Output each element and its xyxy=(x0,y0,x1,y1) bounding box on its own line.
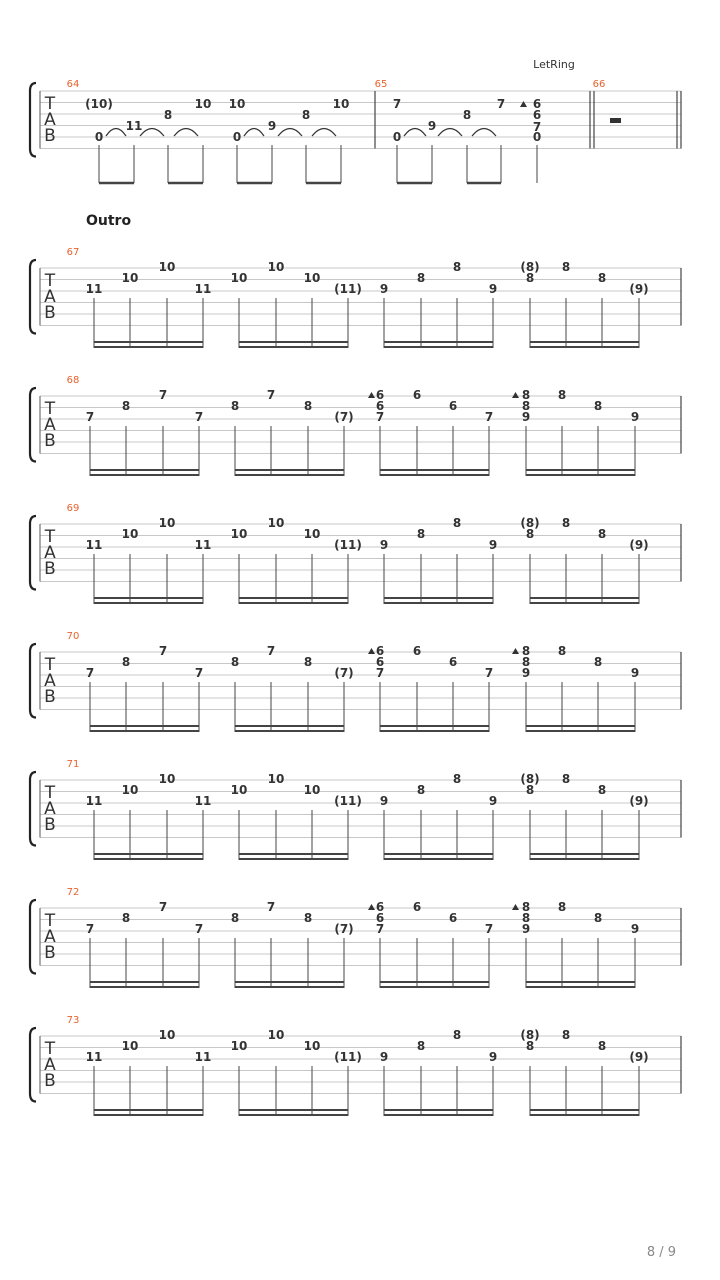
tab-note: 8 xyxy=(416,271,426,285)
tab-note: 10 xyxy=(121,783,139,797)
tab-note: 8 xyxy=(303,655,313,669)
tab-note: 7 xyxy=(85,666,95,680)
tab-clef-letter: B xyxy=(44,943,56,963)
tab-clef-letter: B xyxy=(44,303,56,323)
tab-note: 10 xyxy=(228,97,246,111)
whole-rest xyxy=(610,118,621,123)
tab-note: 10 xyxy=(332,97,350,111)
tab-note: 8 xyxy=(521,644,531,658)
tab-note: 10 xyxy=(158,772,176,786)
slur xyxy=(404,129,426,137)
tab-note: 8 xyxy=(557,644,567,658)
tab-note: (8) xyxy=(520,772,540,786)
section-label: Outro xyxy=(86,213,132,229)
tab-note: 10 xyxy=(267,260,285,274)
tab-note: (10) xyxy=(85,97,113,111)
tab-note: 9 xyxy=(521,410,531,424)
tab-note: 8 xyxy=(593,911,603,925)
tab-clef-letter: A xyxy=(44,671,56,691)
tab-note: (11) xyxy=(334,538,362,552)
system-brace xyxy=(30,772,36,846)
page-indicator: 8 / 9 xyxy=(646,1245,676,1260)
tab-note: 10 xyxy=(121,527,139,541)
slur xyxy=(106,129,126,137)
tab-clef-letter: B xyxy=(44,559,56,579)
tab-note: 9 xyxy=(521,922,531,936)
tab-note: 10 xyxy=(303,527,321,541)
tab-note: 7 xyxy=(158,644,168,658)
system-brace xyxy=(30,260,36,334)
tab-note: (11) xyxy=(334,282,362,296)
tab-note: 9 xyxy=(488,794,498,808)
tab-note: 8 xyxy=(416,527,426,541)
tab-note: (8) xyxy=(520,516,540,530)
tab-note: 9 xyxy=(488,1050,498,1064)
accent-triangle xyxy=(368,392,375,398)
tab-clef-letter: B xyxy=(44,431,56,451)
tab-clef-letter: B xyxy=(44,815,56,835)
tab-note: 8 xyxy=(561,1028,571,1042)
slur xyxy=(140,129,164,137)
tab-note: 7 xyxy=(484,922,494,936)
measure-number: 66 xyxy=(592,79,606,90)
tab-note: 8 xyxy=(452,1028,462,1042)
tab-note: 7 xyxy=(484,410,494,424)
tab-note: 8 xyxy=(593,655,603,669)
tab-note: 10 xyxy=(303,271,321,285)
tab-note: 7 xyxy=(194,922,204,936)
tab-note: 8 xyxy=(597,271,607,285)
tab-note: 10 xyxy=(230,271,248,285)
tab-note: 8 xyxy=(593,399,603,413)
tab-note: 8 xyxy=(521,655,531,669)
tab-clef-letter: A xyxy=(44,1055,56,1075)
tab-note: 8 xyxy=(525,783,535,797)
tab-note: 8 xyxy=(452,260,462,274)
tab-note: 8 xyxy=(561,516,571,530)
tab-clef-letter: A xyxy=(44,415,56,435)
tab-note: 8 xyxy=(525,1039,535,1053)
tab-note: (11) xyxy=(334,1050,362,1064)
tab-note: 8 xyxy=(525,527,535,541)
measure-number: 70 xyxy=(66,631,80,642)
tab-note: 8 xyxy=(230,911,240,925)
tab-note: 7 xyxy=(484,666,494,680)
tab-note: 8 xyxy=(462,108,472,122)
tab-note: 9 xyxy=(379,538,389,552)
tab-note: 8 xyxy=(301,108,311,122)
tab-note: 11 xyxy=(85,794,103,808)
tab-note: 11 xyxy=(85,538,103,552)
system-brace xyxy=(30,644,36,718)
slur xyxy=(438,129,462,137)
tab-note: 10 xyxy=(267,1028,285,1042)
tab-note: 8 xyxy=(452,516,462,530)
tab-note: 6 xyxy=(375,388,385,402)
tab-note: 7 xyxy=(266,388,276,402)
tab-note: 9 xyxy=(379,1050,389,1064)
tab-note: (7) xyxy=(334,666,354,680)
tab-note: (7) xyxy=(334,922,354,936)
tab-note: 7 xyxy=(194,666,204,680)
tab-clef-letter: T xyxy=(44,911,56,931)
tab-note: 8 xyxy=(521,911,531,925)
tab-clef-letter: T xyxy=(44,94,56,114)
measure-number: 68 xyxy=(66,375,80,386)
tab-note: 8 xyxy=(525,271,535,285)
tab-note: 6 xyxy=(375,655,385,669)
tab-note: 8 xyxy=(416,783,426,797)
tab-note: 8 xyxy=(597,527,607,541)
tab-clef-letter: B xyxy=(44,687,56,707)
tab-note: 10 xyxy=(158,516,176,530)
tab-note: 10 xyxy=(158,260,176,274)
tab-note: 7 xyxy=(392,97,402,111)
tab-note: 10 xyxy=(121,1039,139,1053)
tab-note: 9 xyxy=(488,538,498,552)
tab-clef-letter: A xyxy=(44,799,56,819)
tab-note: 10 xyxy=(303,783,321,797)
tab-note: 7 xyxy=(266,644,276,658)
tab-note: 0 xyxy=(94,130,104,144)
tab-note: 7 xyxy=(85,922,95,936)
tab-note: (9) xyxy=(629,794,649,808)
slur xyxy=(278,129,302,137)
tab-note: 11 xyxy=(194,1050,212,1064)
tab-note: (11) xyxy=(334,794,362,808)
tab-note: 7 xyxy=(375,922,385,936)
tab-note: (9) xyxy=(629,538,649,552)
tab-note: 10 xyxy=(194,97,212,111)
tab-note: 9 xyxy=(630,410,640,424)
tab-note: 10 xyxy=(230,1039,248,1053)
measure-number: 64 xyxy=(66,79,80,90)
tab-note: (9) xyxy=(629,282,649,296)
tab-clef-letter: B xyxy=(44,1071,56,1091)
tab-note: 6 xyxy=(448,399,458,413)
tab-note: 9 xyxy=(630,666,640,680)
tab-note: 11 xyxy=(85,282,103,296)
tab-note: 7 xyxy=(158,900,168,914)
tab-note: 9 xyxy=(427,119,437,133)
tab-note: 6 xyxy=(448,911,458,925)
tab-note: (8) xyxy=(520,1028,540,1042)
tab-note: 11 xyxy=(125,119,143,133)
measure-number: 72 xyxy=(66,887,80,898)
tab-note: 10 xyxy=(158,1028,176,1042)
tab-note: 6 xyxy=(375,644,385,658)
tab-note: 8 xyxy=(416,1039,426,1053)
accent-triangle xyxy=(520,101,527,107)
tab-note: 10 xyxy=(267,516,285,530)
tab-note: 11 xyxy=(194,282,212,296)
measure-number: 65 xyxy=(374,79,388,90)
tab-note: 6 xyxy=(448,655,458,669)
tab-note: (7) xyxy=(334,410,354,424)
tab-note: 7 xyxy=(158,388,168,402)
tab-note: 11 xyxy=(194,538,212,552)
tab-note: 8 xyxy=(597,783,607,797)
tab-clef-letter: T xyxy=(44,271,56,291)
measure-number: 71 xyxy=(66,759,80,770)
slur xyxy=(312,129,336,137)
tab-note: 8 xyxy=(452,772,462,786)
tab-note: 8 xyxy=(561,260,571,274)
tab-note: 11 xyxy=(85,1050,103,1064)
tab-note: 10 xyxy=(230,783,248,797)
tab-note: 8 xyxy=(303,399,313,413)
tab-note: 10 xyxy=(303,1039,321,1053)
tab-note: 10 xyxy=(121,271,139,285)
tab-note: 6 xyxy=(375,911,385,925)
tab-note: 7 xyxy=(266,900,276,914)
tab-note: 9 xyxy=(630,922,640,936)
tab-note: 8 xyxy=(521,900,531,914)
tab-note: 7 xyxy=(85,410,95,424)
tab-clef-letter: T xyxy=(44,527,56,547)
tab-note: 8 xyxy=(121,655,131,669)
tab-note: 8 xyxy=(557,900,567,914)
tab-note: 0 xyxy=(532,130,542,144)
tab-note: 7 xyxy=(375,666,385,680)
tab-note: 8 xyxy=(557,388,567,402)
tab-note: 10 xyxy=(230,527,248,541)
tab-note: 8 xyxy=(121,911,131,925)
slur xyxy=(174,129,198,137)
tab-note: 8 xyxy=(597,1039,607,1053)
tab-clef-letter: A xyxy=(44,110,56,130)
tab-clef-letter: T xyxy=(44,783,56,803)
tab-note: 8 xyxy=(303,911,313,925)
accent-triangle xyxy=(368,648,375,654)
tab-note: 8 xyxy=(163,108,173,122)
tab-note: 6 xyxy=(532,97,542,111)
tab-note: 7 xyxy=(375,410,385,424)
tab-note: 7 xyxy=(194,410,204,424)
tab-note: 0 xyxy=(392,130,402,144)
tab-note: 6 xyxy=(412,388,422,402)
tab-clef-letter: A xyxy=(44,927,56,947)
system-brace xyxy=(30,516,36,590)
system-brace xyxy=(30,388,36,462)
tab-note: 6 xyxy=(532,108,542,122)
tab-note: (8) xyxy=(520,260,540,274)
measure-number: 69 xyxy=(66,503,80,514)
system-brace xyxy=(30,83,36,157)
system-brace xyxy=(30,1028,36,1102)
let-ring-annotation: LetRing xyxy=(533,58,575,71)
accent-triangle xyxy=(512,392,519,398)
slur xyxy=(472,129,496,137)
tab-note: 9 xyxy=(267,119,277,133)
tab-note: 8 xyxy=(521,388,531,402)
tab-note: 8 xyxy=(121,399,131,413)
accent-triangle xyxy=(512,904,519,910)
tab-note: 9 xyxy=(379,282,389,296)
measure-number: 73 xyxy=(66,1015,80,1026)
tab-clef-letter: B xyxy=(44,126,56,146)
accent-triangle xyxy=(368,904,375,910)
tab-note: 9 xyxy=(488,282,498,296)
tab-clef-letter: T xyxy=(44,1039,56,1059)
tab-note: 10 xyxy=(267,772,285,786)
tab-note: 8 xyxy=(230,655,240,669)
tab-note: 7 xyxy=(532,120,542,134)
tab-note: 8 xyxy=(521,399,531,413)
tab-note: (9) xyxy=(629,1050,649,1064)
tab-note: 6 xyxy=(375,900,385,914)
tab-note: 9 xyxy=(521,666,531,680)
tab-clef-letter: T xyxy=(44,399,56,419)
tab-note: 6 xyxy=(412,900,422,914)
tab-clef-letter: A xyxy=(44,287,56,307)
tab-note: 8 xyxy=(230,399,240,413)
tab-note: 6 xyxy=(412,644,422,658)
tab-note: 0 xyxy=(232,130,242,144)
system-brace xyxy=(30,900,36,974)
measure-number: 67 xyxy=(66,247,80,258)
tab-note: 11 xyxy=(194,794,212,808)
tab-note: 7 xyxy=(496,97,506,111)
accent-triangle xyxy=(512,648,519,654)
tab-note: 6 xyxy=(375,399,385,413)
tab-clef-letter: A xyxy=(44,543,56,563)
slur xyxy=(244,129,264,137)
tab-clef-letter: T xyxy=(44,655,56,675)
tab-note: 8 xyxy=(561,772,571,786)
tab-note: 9 xyxy=(379,794,389,808)
